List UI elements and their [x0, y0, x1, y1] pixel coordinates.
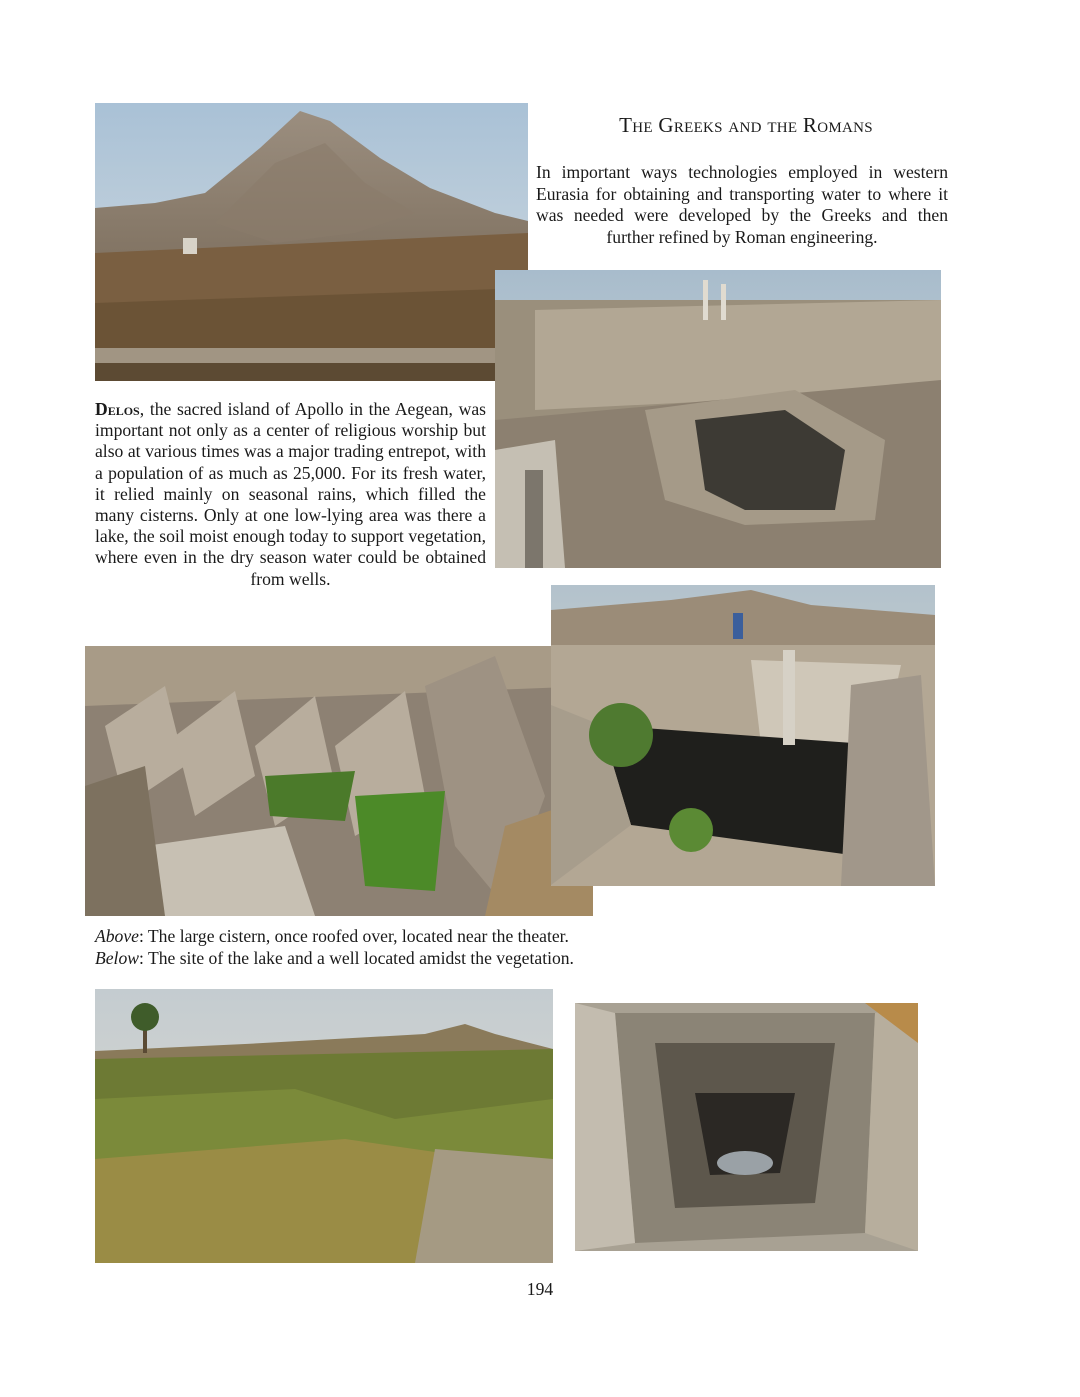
photo-large-cistern [85, 646, 593, 916]
caption-above-text: : The large cistern, once roofed over, located near the theater. [138, 926, 569, 946]
photo-cistern-ruins [495, 270, 941, 568]
photo-reservoir-stairs [551, 585, 935, 886]
caption-below-text: : The site of the lake and a well located amidst the vegetation. [138, 947, 574, 968]
page-heading: The Greeks and the Romans [619, 113, 873, 137]
photo-mount-kynthos [95, 103, 528, 381]
photo-caption [95, 926, 655, 969]
photo-lake-site [95, 989, 553, 1263]
delos-paragraph [95, 399, 486, 590]
delos-body-text: , the sacred island of Apollo in the Aegean, was important not only as a center of religious worship but also at various times was a major trading entrepot, with a population of as much as 25,000. For its fresh water, it relied mainly on seasonal rains, which filled the many cisterns. Only at one low-lying area was there a lake, the soil moist enough today to support vegetation, where even in the dry season water could be obtained from wells. [95, 399, 486, 589]
caption-below [95, 948, 655, 970]
photo-well-shaft [575, 1003, 918, 1251]
caption-below-label: Below [95, 947, 139, 968]
page-number: 194 [526, 1279, 554, 1299]
caption-above [95, 926, 655, 948]
intro-paragraph: In important ways technologies employed in western Eurasia for obtaining and transporting water to where it was needed were developed by the Greeks and then further refined by Roman engineering. [536, 162, 948, 247]
delos-lead-word: Delos [95, 399, 140, 419]
caption-above-label: Above [95, 926, 139, 946]
